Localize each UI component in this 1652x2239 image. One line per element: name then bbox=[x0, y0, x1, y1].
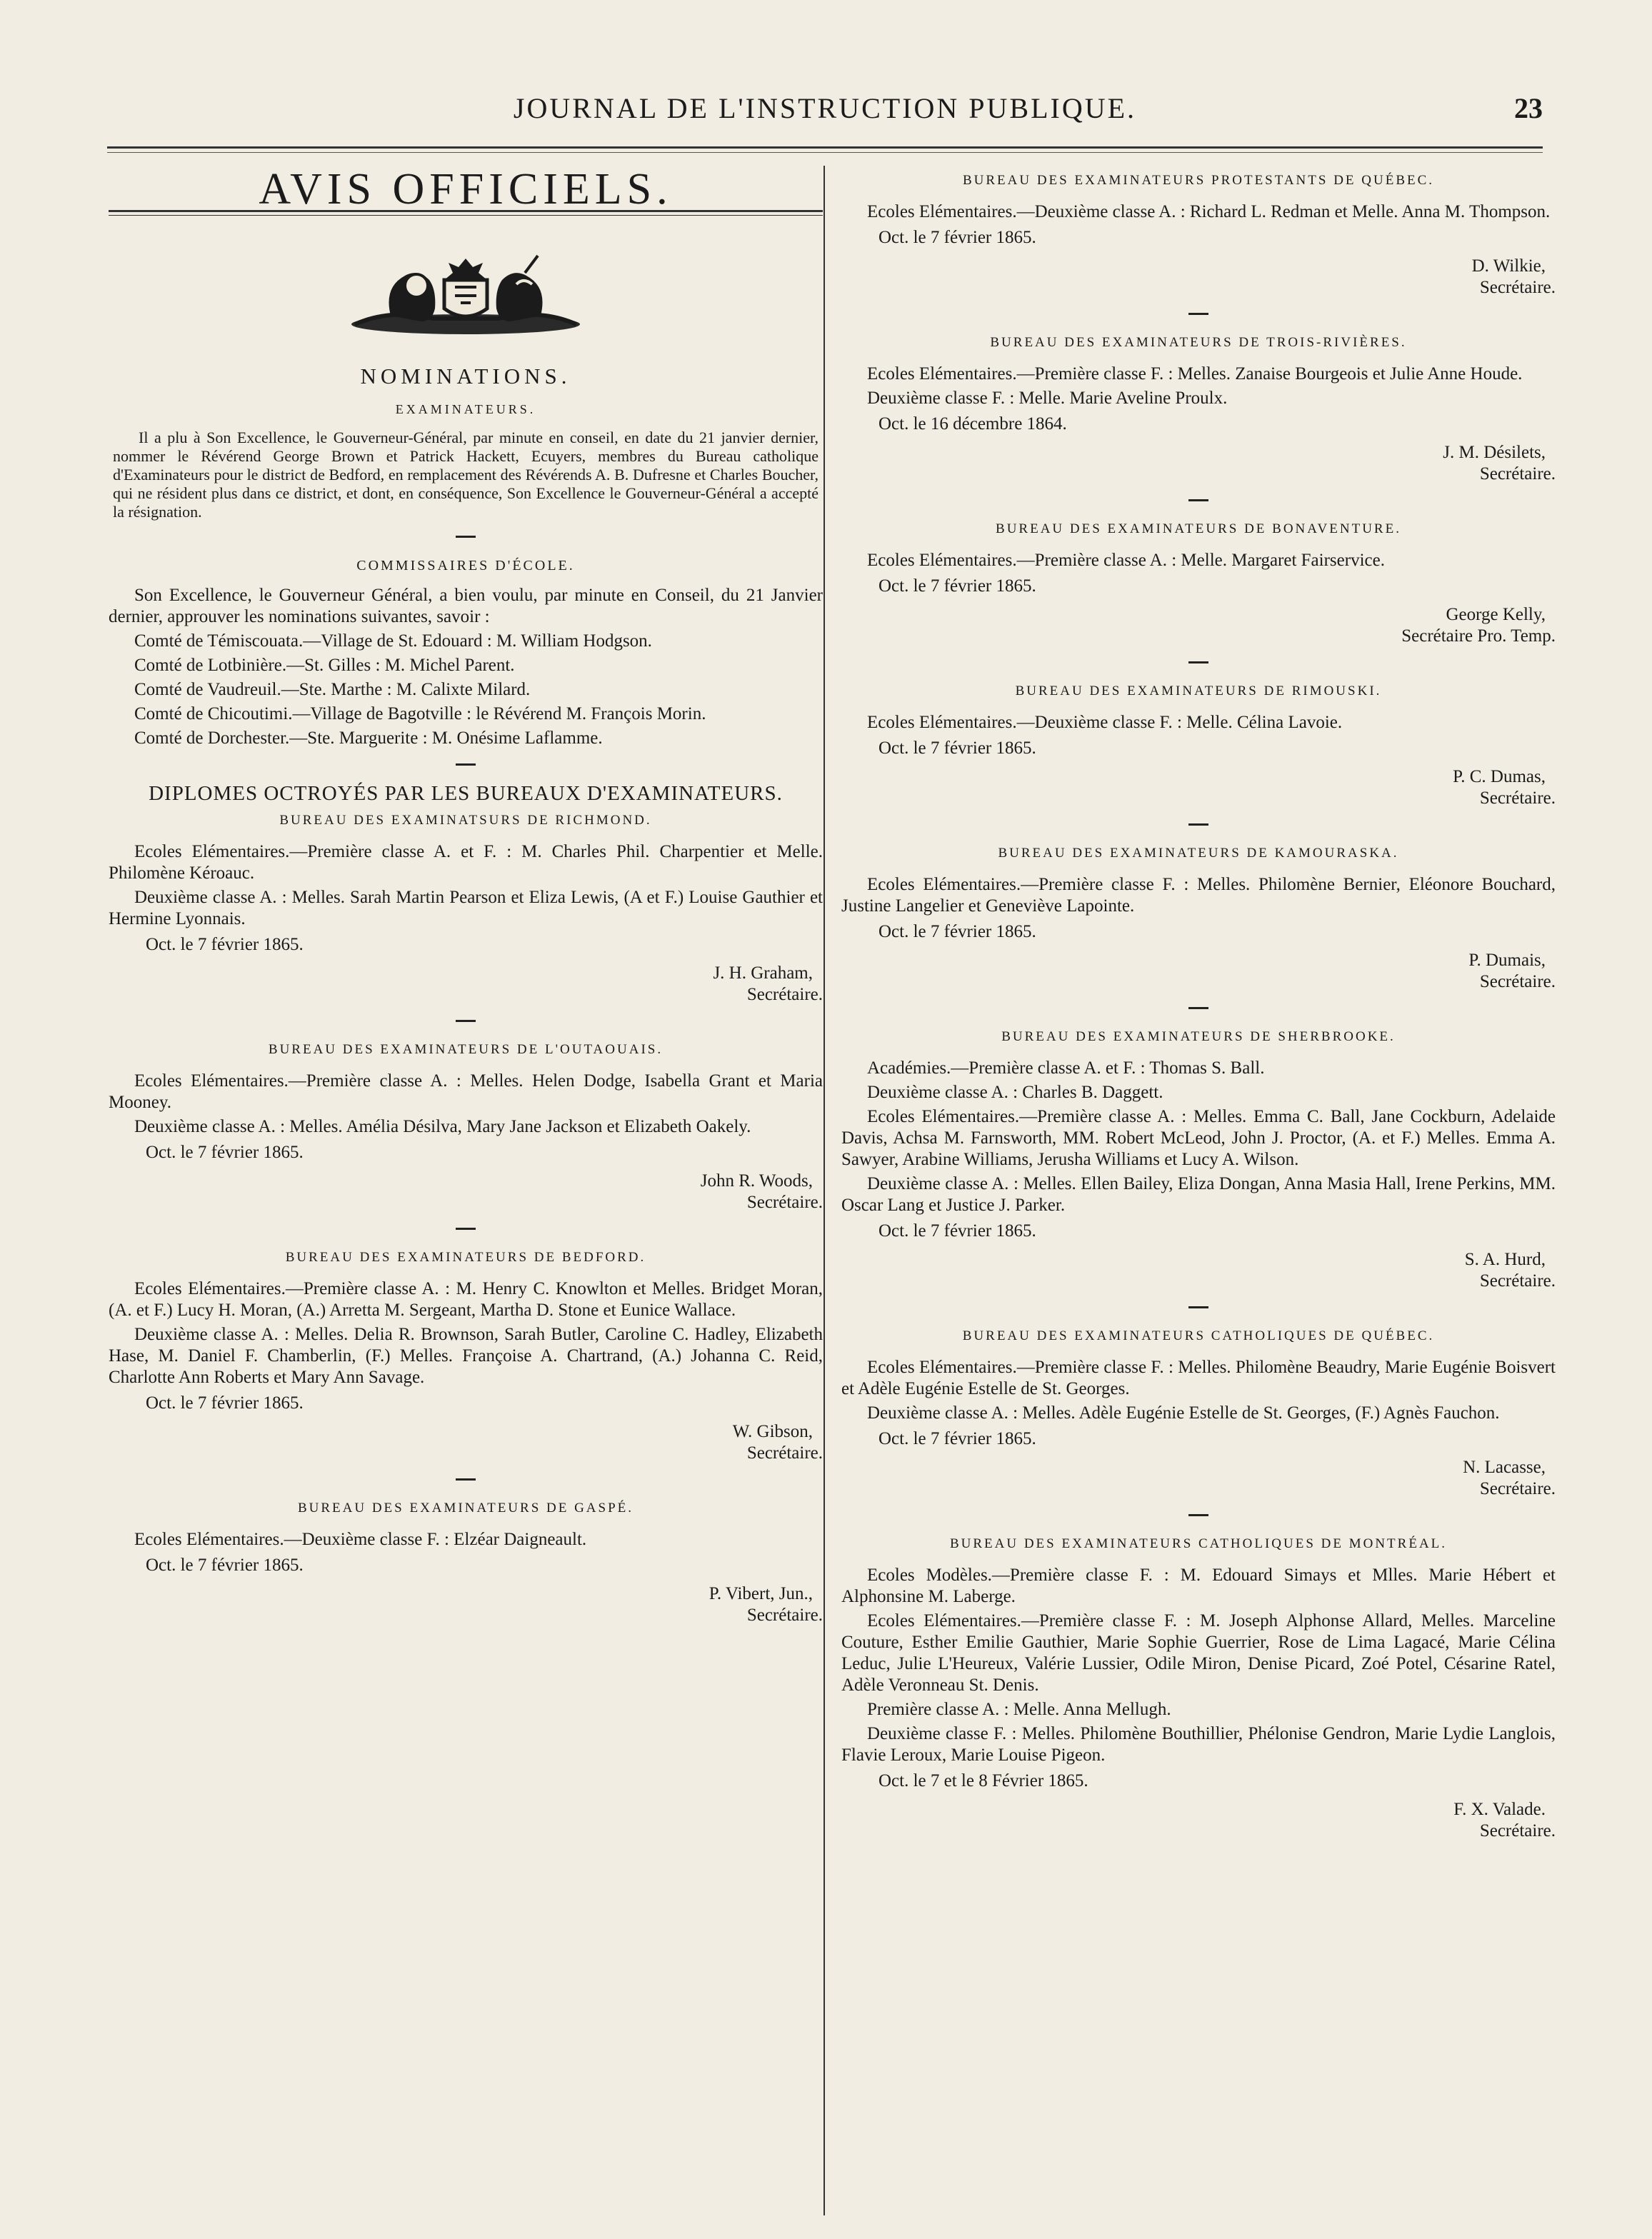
signatory-role: Secrétaire. bbox=[1479, 278, 1556, 297]
signatory-name: N. Lacasse, bbox=[1463, 1458, 1546, 1477]
bureau-title: BUREAU DES EXAMINATEURS DE L'OUTAOUAIS. bbox=[268, 1042, 664, 1057]
section-dash bbox=[1188, 661, 1208, 663]
signatory-name: F. X. Valade. bbox=[1453, 1800, 1546, 1819]
section-dash bbox=[456, 1228, 476, 1230]
bureau-date: Oct. le 7 février 1865. bbox=[146, 935, 304, 954]
bureau-title: BUREAU DES EXAMINATEURS CATHOLIQUES DE MONTRÉAL. bbox=[949, 1536, 1448, 1551]
bureau-title: BUREAU DES EXAMINATEURS DE KAMOURASKA. bbox=[998, 846, 1399, 861]
examinateurs-subtitle: EXAMINATEURS. bbox=[395, 402, 536, 416]
bureau-catholiques-quebec bbox=[841, 1326, 1556, 1500]
commissaire-entry: Comté de Lotbinière.—St. Gilles : M. Michel Parent. bbox=[134, 656, 515, 675]
bureau-protestants-quebec bbox=[841, 170, 1556, 299]
bureau-catholiques-montreal bbox=[841, 1533, 1556, 1842]
bureau-date: Oct. le 7 février 1865. bbox=[878, 576, 1036, 596]
signatory-role: Secrétaire. bbox=[1479, 788, 1556, 808]
signatory-role: Secrétaire. bbox=[746, 1193, 823, 1212]
bureau-paragraph: Deuxième classe A. : Melles. Sarah Martin Pearson et Eliza Lewis, (A et F.) Louise Gauthier et Hermine Lyonnais. bbox=[109, 888, 823, 928]
signatory-role: Secrétaire. bbox=[746, 1606, 823, 1625]
nominations-title: NOMINATIONS. bbox=[360, 364, 571, 389]
right-column bbox=[841, 166, 1556, 2208]
bureau-gaspe bbox=[109, 1498, 823, 1626]
bureau-date: Oct. le 7 février 1865. bbox=[878, 922, 1036, 941]
bureau-trois-rivieres bbox=[841, 332, 1556, 485]
bureau-paragraph: Ecoles Elémentaires.—Première classe A. : Melles. Helen Dodge, Isabella Grant et Maria Mooney. bbox=[109, 1071, 823, 1112]
bureau-date: Oct. le 7 février 1865. bbox=[146, 1556, 304, 1575]
column-divider bbox=[824, 166, 825, 2215]
bureau-date: Oct. le 7 et le 8 Février 1865. bbox=[878, 1771, 1088, 1790]
bureau-title: BUREAU DES EXAMINATEURS CATHOLIQUES DE QUÉBEC. bbox=[962, 1328, 1435, 1343]
signatory-role: Secrétaire. bbox=[1479, 1479, 1556, 1498]
commissaire-entry: Comté de Vaudreuil.—Ste. Marthe : M. Calixte Milard. bbox=[134, 680, 531, 699]
bureau-paragraph: Deuxième classe A. : Melles. Adèle Eugénie Estelle de St. Georges, (F.) Agnès Fauchon. bbox=[867, 1403, 1500, 1423]
section-dash bbox=[1188, 313, 1208, 315]
signatory-name: D. Wilkie, bbox=[1471, 256, 1546, 276]
bureau-paragraph: Deuxième classe A. : Melles. Amélia Désilva, Mary Jane Jackson et Elizabeth Oakely. bbox=[134, 1117, 751, 1136]
bureau-paragraph: Deuxième classe A. : Melles. Delia R. Brownson, Sarah Butler, Caroline C. Hadley, Elizabeth Hase, M. Daniel F. Chamberlin, (F.) Melles. Françoise A. Chartrand, (A.) Johanna C. Reid, Charlotte Ann Roberts et Mary Ann Savage. bbox=[109, 1325, 823, 1387]
signatory-role: Secrétaire. bbox=[1479, 1271, 1556, 1291]
bureau-title: BUREAU DES EXAMINATSURS DE RICHMOND. bbox=[279, 813, 652, 828]
nominations-text: Il a plu à Son Excellence, le Gouverneur-Général, par minute en conseil, en date du 21 janvier dernier, nommer le Révérend George Brown et Patrick Hackett, Ecuyers, membres du Bureau catholique d'Examinateurs pour le district de Bedford, en remplacement des Révérends A. B. Dufresne et Charles Boucher, qui ne résident plus dans ce district, et dont, en conséquence, Son Excellence le Gouverneur-Général a accepté la résignation. bbox=[113, 429, 819, 521]
bureau-date: Oct. le 7 février 1865. bbox=[146, 1393, 304, 1413]
bureau-paragraph: Deuxième classe F. : Melle. Marie Aveline Proulx. bbox=[867, 389, 1228, 408]
commissaires-title: COMMISSAIRES D'ÉCOLE. bbox=[356, 558, 575, 573]
page-header bbox=[107, 91, 1543, 134]
signatory-name: J. H. Graham, bbox=[713, 963, 813, 983]
bureau-paragraph: Ecoles Elémentaires.—Première classe F. : Melles. Philomène Beaudry, Marie Eugénie Boisvert et Adèle Eugénie Estelle de St. Georges. bbox=[841, 1358, 1556, 1398]
page-number: 23 bbox=[1514, 92, 1543, 124]
bureau-paragraph: Ecoles Elémentaires.—Première classe F. : Melles. Zanaise Bourgeois et Julie Anne Houde. bbox=[867, 364, 1523, 384]
left-column bbox=[109, 166, 823, 2208]
bureau-paragraph: Deuxième classe F. : Melles. Philomène Bouthillier, Phélonise Gendron, Marie Lydie Langlois, Flavie Leroux, Marie Louise Pigeon. bbox=[841, 1724, 1556, 1765]
section-dash bbox=[1188, 1007, 1208, 1009]
bureau-paragraph: Ecoles Elémentaires.—Deuxième classe A. : Richard L. Redman et Melle. Anna M. Thompson. bbox=[867, 202, 1551, 221]
bureau-paragraph: Ecoles Elémentaires.—Première classe F. : Melles. Philomène Bernier, Eléonore Bouchard, Justine Langelier et Geneviève Lapointe. bbox=[841, 875, 1556, 916]
signatory-name: P. C. Dumas, bbox=[1453, 767, 1546, 786]
commissaire-entry: Comté de Chicoutimi.—Village de Bagotville : le Révérend M. François Morin. bbox=[134, 704, 706, 723]
bureau-paragraph: Deuxième classe A. : Charles B. Daggett. bbox=[867, 1083, 1163, 1102]
bureau-paragraph: Ecoles Elémentaires.—Première classe A. et F. : M. Charles Phil. Charpentier et Melle. Philomène Kéroauc. bbox=[109, 842, 823, 883]
bureau-outaouais bbox=[109, 1039, 823, 1213]
bureau-richmond bbox=[109, 810, 823, 1006]
bureau-date: Oct. le 7 février 1865. bbox=[878, 1429, 1036, 1448]
signatory-name: S. A. Hurd, bbox=[1464, 1250, 1546, 1269]
signatory-role: Secrétaire. bbox=[1479, 464, 1556, 484]
bureau-paragraph: Première classe A. : Melle. Anna Mellugh. bbox=[867, 1700, 1171, 1719]
royal-arms-emblem bbox=[348, 244, 584, 344]
bureau-paragraph: Deuxième classe A. : Melles. Ellen Bailey, Eliza Dongan, Anna Masia Hall, Irene Perkins, MM. Oscar Lang et Justice J. Parker. bbox=[841, 1174, 1556, 1215]
signatory-role: Secrétaire. bbox=[746, 1443, 823, 1463]
bureau-bedford bbox=[109, 1247, 823, 1464]
bureau-paragraph: Ecoles Elémentaires.—Deuxième classe F. : Elzéar Daigneault. bbox=[134, 1530, 587, 1549]
bureau-title: BUREAU DES EXAMINATEURS DE BONAVENTURE. bbox=[996, 521, 1401, 536]
bureau-date: Oct. le 7 février 1865. bbox=[878, 738, 1036, 758]
section-dash bbox=[456, 1478, 476, 1481]
section-dash bbox=[456, 1020, 476, 1022]
signatory-role: Secrétaire. bbox=[1479, 1821, 1556, 1840]
commissaires-intro: Son Excellence, le Gouverneur Général, a bien voulu, par minute en Conseil, du 21 Janvier dernier, approuver les nominations suivantes, savoir : bbox=[109, 586, 823, 626]
bureau-sherbrooke bbox=[841, 1026, 1556, 1292]
journal-title: JOURNAL DE L'INSTRUCTION PUBLIQUE. bbox=[513, 92, 1137, 124]
bureau-paragraph: Ecoles Modèles.—Première classe F. : M. Edouard Simays et Mlles. Marie Hébert et Alphonsine M. Laberge. bbox=[841, 1566, 1556, 1606]
bureau-title: BUREAU DES EXAMINATEURS DE TROIS-RIVIÈRES. bbox=[990, 335, 1407, 350]
signatory-name: W. Gibson, bbox=[732, 1422, 813, 1441]
bureau-paragraph: Ecoles Elémentaires.—Première classe A. : Melles. Emma C. Ball, Jane Cockburn, Adelaide Davis, Achsa M. Farnsworth, MM. Robert McLeod, John J. Proctor, (A. et F.) Melles. Emma A. Sawyer, Arabine Williams, Jerusha Williams et Lucy A. Wilson. bbox=[841, 1107, 1556, 1169]
signatory-name: George Kelly, bbox=[1446, 605, 1546, 624]
signatory-name: P. Vibert, Jun., bbox=[709, 1584, 813, 1603]
bureau-bonaventure bbox=[841, 519, 1556, 647]
bureau-title: BUREAU DES EXAMINATEURS DE BEDFORD. bbox=[285, 1250, 646, 1265]
bureau-title: BUREAU DES EXAMINATEURS DE GASPÉ. bbox=[297, 1501, 634, 1516]
signatory-role: Secrétaire. bbox=[1479, 972, 1556, 991]
signatory-role: Secrétaire Pro. Temp. bbox=[1401, 626, 1556, 646]
bureau-paragraph: Ecoles Elémentaires.—Deuxième classe F. : Melle. Célina Lavoie. bbox=[867, 713, 1343, 732]
bureau-date: Oct. le 7 février 1865. bbox=[146, 1143, 304, 1162]
bureau-title: BUREAU DES EXAMINATEURS DE RIMOUSKI. bbox=[1015, 683, 1382, 698]
section-dash bbox=[1188, 823, 1208, 826]
bureau-paragraph: Ecoles Elémentaires.—Première classe F. : M. Joseph Alphonse Allard, Melles. Marceline Couture, Esther Emilie Gauthier, Marie Sophie Guerrier, Rose de Lima Lagacé, Marie Célina Leduc, Julie L'Heureux, Valérie Lussier, Odile Miron, Denise Picard, Zoé Potel, Césarine Ratel, Adèle Veronneau St. Denis. bbox=[841, 1611, 1556, 1695]
diplomes-title: DIPLOMES OCTROYÉS PAR LES BUREAUX D'EXAMINATEURS. bbox=[149, 782, 783, 805]
bureau-date: Oct. le 7 février 1865. bbox=[878, 1221, 1036, 1241]
bureau-title: BUREAU DES EXAMINATEURS PROTESTANTS DE QUÉBEC. bbox=[962, 173, 1435, 188]
commissaire-entry: Comté de Témiscouata.—Village de St. Edouard : M. William Hodgson. bbox=[134, 631, 652, 651]
bureau-rimouski bbox=[841, 681, 1556, 809]
avis-title: AVIS OFFICIELS. bbox=[259, 166, 673, 214]
bureau-paragraph: Ecoles Elémentaires.—Première classe A. : Melle. Margaret Fairservice. bbox=[867, 551, 1385, 570]
section-dash bbox=[1188, 499, 1208, 501]
section-dash bbox=[1188, 1514, 1208, 1516]
bureau-date: Oct. le 7 février 1865. bbox=[878, 228, 1036, 247]
bureau-title: BUREAU DES EXAMINATEURS DE SHERBROOKE. bbox=[1001, 1029, 1396, 1044]
section-dash bbox=[1188, 1306, 1208, 1308]
signatory-name: John R. Woods, bbox=[700, 1171, 813, 1191]
commissaire-entry: Comté de Dorchester.—Ste. Marguerite : M. Onésime Laflamme. bbox=[134, 728, 603, 748]
signatory-name: P. Dumais, bbox=[1468, 951, 1546, 970]
header-rule-thin bbox=[107, 152, 1543, 153]
bureau-paragraph: Académies.—Première classe A. et F. : Thomas S. Ball. bbox=[867, 1058, 1265, 1078]
signatory-role: Secrétaire. bbox=[746, 985, 823, 1004]
bureau-kamouraska bbox=[841, 843, 1556, 993]
section-dash bbox=[456, 763, 476, 766]
header-rule bbox=[107, 146, 1543, 149]
section-dash bbox=[456, 536, 476, 538]
bureau-paragraph: Ecoles Elémentaires.—Première classe A. : M. Henry C. Knowlton et Melles. Bridget Moran, (A. et F.) Lucy H. Moran, (A.) Arretta M. Sergeant, Martha D. Stone et Eunice Wallace. bbox=[109, 1279, 823, 1320]
bureau-date: Oct. le 16 décembre 1864. bbox=[878, 414, 1067, 434]
signatory-name: J. M. Désilets, bbox=[1443, 443, 1546, 462]
